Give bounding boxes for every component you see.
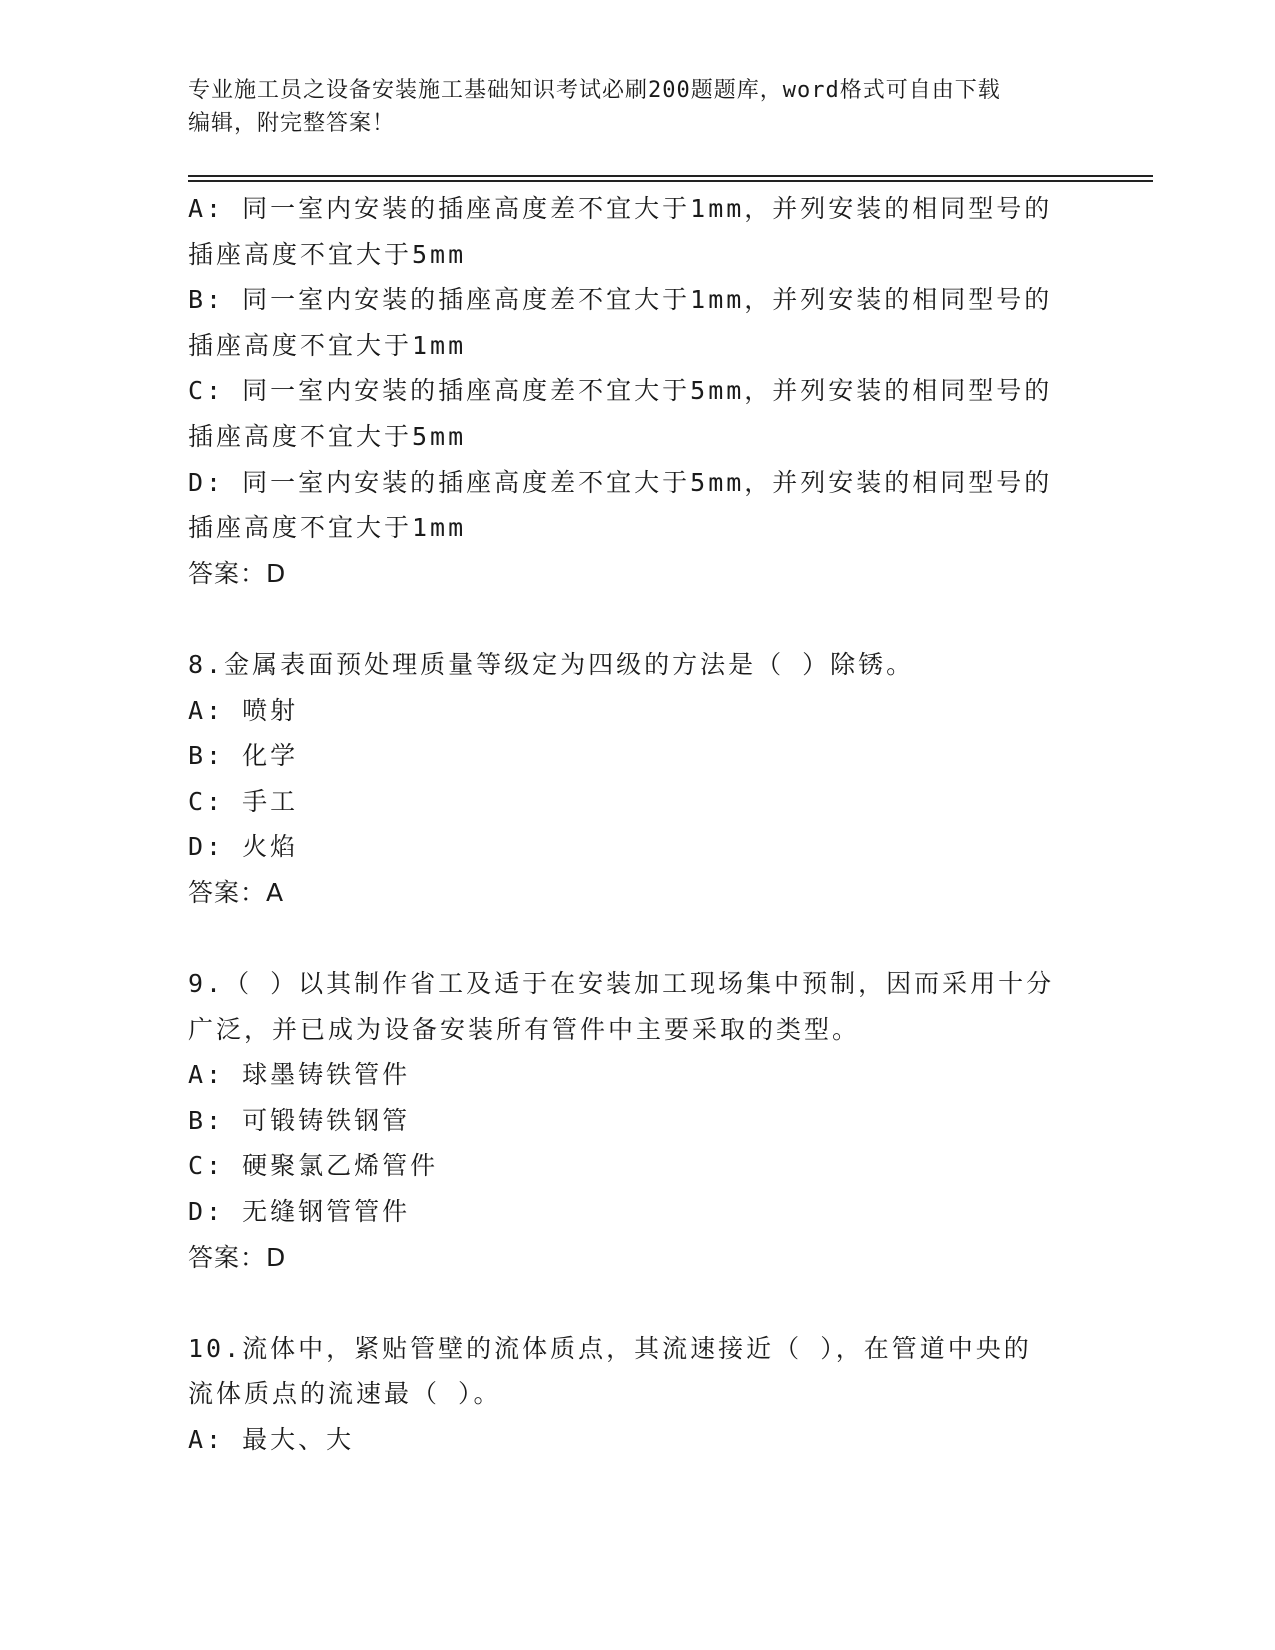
header-title-line-2: 编辑，附完整答案！ xyxy=(188,111,396,136)
header-divider-top xyxy=(188,175,1153,177)
q7-answer: 答案：D xyxy=(188,558,287,588)
q7-option-c-line-1: C: 同一室内安装的插座高度差不宜大于5mm，并列安装的相同型号的 xyxy=(188,376,1053,406)
q10-stem-line-1: 10.流体中，紧贴管壁的流体质点，其流速接近（ ），在管道中央的 xyxy=(188,1333,1032,1363)
spacer xyxy=(188,596,1088,642)
q7-option-d-line-1: D: 同一室内安装的插座高度差不宜大于5mm，并列安装的相同型号的 xyxy=(188,467,1053,497)
question-9 xyxy=(188,961,1088,1280)
spacer xyxy=(188,916,1088,962)
header-divider-bottom xyxy=(188,180,1153,182)
q9-option-b: B: 可锻铸铁钢管 xyxy=(188,1105,411,1135)
question-8 xyxy=(188,642,1088,916)
q7-option-b-line-2: 插座高度不宜大于1mm xyxy=(188,330,467,360)
q9-option-a: A: 球墨铸铁管件 xyxy=(188,1060,411,1090)
question-list xyxy=(188,186,1088,1463)
q8-stem: 8.金属表面预处理质量等级定为四级的方法是（ ）除锈。 xyxy=(188,649,915,679)
q7-option-c-line-2: 插座高度不宜大于5mm xyxy=(188,421,467,451)
q7-option-a-line-2: 插座高度不宜大于5mm xyxy=(188,239,467,269)
question-10 xyxy=(188,1326,1088,1463)
question-7 xyxy=(188,186,1088,596)
q8-option-a: A: 喷射 xyxy=(188,695,299,725)
q7-option-a-line-1: A: 同一室内安装的插座高度差不宜大于1mm，并列安装的相同型号的 xyxy=(188,194,1053,223)
q9-option-c: C: 硬聚氯乙烯管件 xyxy=(188,1151,439,1181)
q9-stem-line-1: 9.（ ）以其制作省工及适于在安装加工现场集中预制，因而采用十分 xyxy=(188,969,1055,999)
q9-answer: 答案：D xyxy=(188,1242,287,1272)
header-title-line-1: 专业施工员之设备安装施工基础知识考试必刷200题题库，word格式可自由下载 xyxy=(188,78,1001,103)
q8-answer: 答案：A xyxy=(188,877,285,907)
q8-option-b: B: 化学 xyxy=(188,741,299,771)
q9-option-d: D: 无缝钢管管件 xyxy=(188,1197,411,1227)
spacer xyxy=(188,1280,1088,1326)
q7-option-b-line-1: B: 同一室内安装的插座高度差不宜大于1mm，并列安装的相同型号的 xyxy=(188,285,1053,315)
q9-stem-line-2: 广泛，并已成为设备安装所有管件中主要采取的类型。 xyxy=(188,1014,861,1044)
q7-option-d-line-2: 插座高度不宜大于1mm xyxy=(188,513,467,543)
page-header xyxy=(188,74,1068,140)
q8-option-c: C: 手工 xyxy=(188,786,299,816)
q10-stem-line-2: 流体质点的流速最（ ）。 xyxy=(188,1379,502,1409)
q8-option-d: D: 火焰 xyxy=(188,832,299,862)
q10-option-a: A: 最大、大 xyxy=(188,1425,355,1455)
